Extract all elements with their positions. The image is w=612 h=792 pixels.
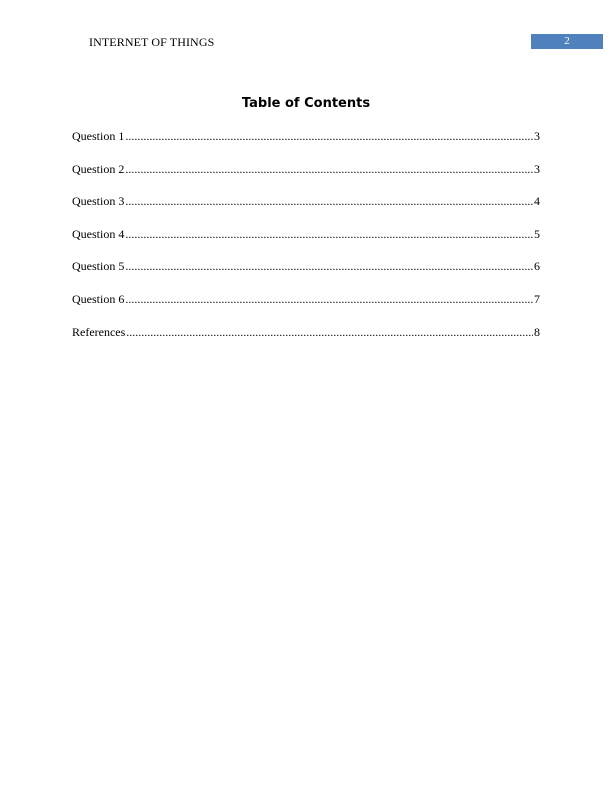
toc-entry-question-4[interactable] [72, 227, 540, 260]
toc-entry-question-2[interactable] [72, 162, 540, 195]
toc-entry-references[interactable] [72, 325, 540, 358]
toc-entry-page: 7 [534, 291, 540, 306]
toc-entry-page: 3 [534, 161, 540, 176]
toc-entry-question-6[interactable] [72, 292, 540, 325]
toc-dot-leader [126, 325, 533, 339]
toc-dot-leader [125, 162, 533, 176]
running-header-title: INTERNET OF THINGS [89, 35, 215, 49]
toc-heading: Table of Contents [241, 96, 371, 111]
toc-entry-page: 3 [534, 129, 540, 143]
toc-dot-leader [125, 292, 533, 306]
toc-dot-leader [125, 129, 533, 143]
toc-entry-label: References [72, 324, 126, 339]
toc-entry-question-3[interactable] [72, 194, 540, 227]
toc-dot-leader [125, 259, 533, 273]
toc-entry-page: 6 [534, 259, 540, 274]
toc-entry-page: 8 [534, 324, 540, 339]
toc-entry-label: Question 3 [72, 194, 125, 209]
toc-dot-leader [125, 227, 533, 241]
page-number-badge: 2 [531, 34, 603, 49]
toc-entry-page: 5 [534, 226, 540, 241]
toc-entry-label: Question 1 [72, 129, 125, 143]
toc-entry-question-1[interactable] [72, 129, 540, 162]
toc-entry-question-5[interactable] [72, 259, 540, 292]
toc-entry-label: Question 2 [72, 161, 125, 176]
toc-entry-label: Question 6 [72, 291, 125, 306]
toc-list [72, 129, 540, 357]
toc-entry-label: Question 4 [72, 226, 125, 241]
toc-entry-page: 4 [534, 194, 540, 209]
toc-dot-leader [125, 194, 533, 208]
toc-entry-label: Question 5 [72, 259, 125, 274]
